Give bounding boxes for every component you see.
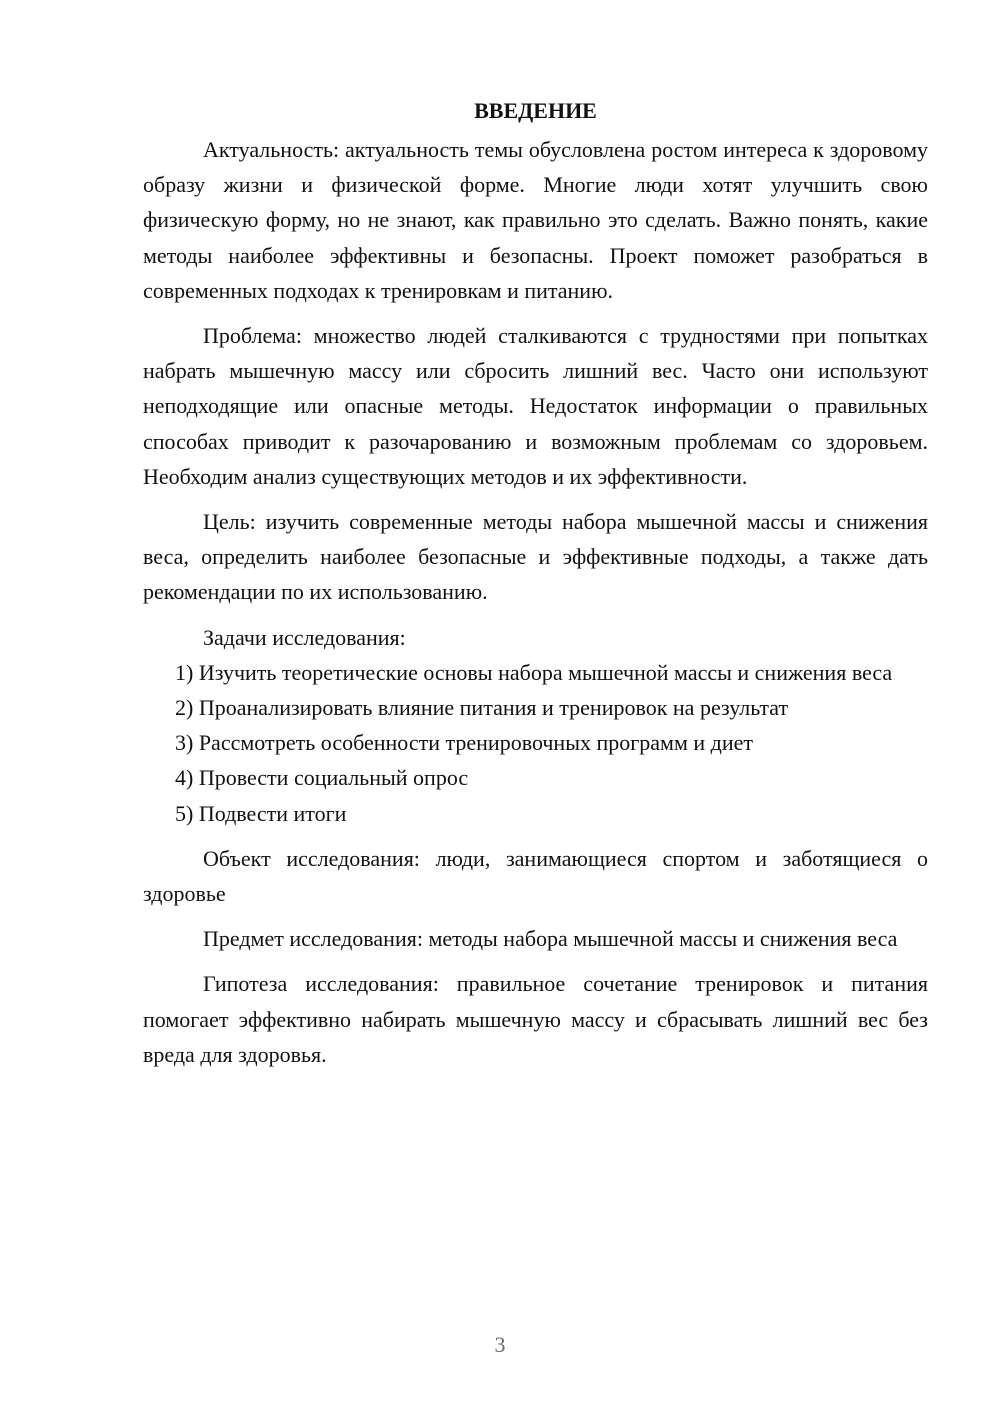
task-item-1: 1) Изучить теоретические основы набора мышечной массы и снижения веса [175,659,893,685]
page-title: ВВЕДЕНИЕ [474,98,597,123]
task-item-2: 2) Проанализировать влияние питания и тренировок на результат [175,695,789,721]
tasks-title: Задачи исследования: [203,624,406,650]
paragraph-hypothesis: Гипотеза исследования: правильное сочетание тренировок и питания помогает эффективно набирать мышечную массу и сбрасывать лишний вес без вреда для здоровья. [143,971,928,1067]
paragraph-problem: Проблема: множество людей сталкиваются с трудностями при попытках набрать мышечную массу или сбросить лишний вес. Часто они используют неподходящие или опасные методы. Недостаток информации о правильных способах приводит к разочарованию и возможным проблемам со здоровьем. Необходим анализ существующих методов и их эффективности. [143,323,928,489]
task-item-3: 3) Рассмотреть особенности тренировочных программ и диет [175,730,754,756]
paragraph-relevance: Актуальность: актуальность темы обусловлена ростом интереса к здоровому образу жизни и физической форме. Многие люди хотят улучшить свою физическую форму, но не знают, как правильно это сделать. Важно понять, какие методы наиболее эффективны и безопасны. Проект поможет разобраться в современных подходах к тренировкам и питанию. [143,137,928,303]
task-item-4: 4) Провести социальный опрос [175,765,469,791]
page-number: 3 [494,1332,506,1357]
document-page [143,94,928,1072]
paragraph-subject: Предмет исследования: методы набора мышечной массы и снижения веса [203,926,898,952]
paragraph-goal: Цель: изучить современные методы набора мышечной массы и снижения веса, определить наиболее безопасные и эффективные подходы, а также дать рекомендации по их использованию. [143,509,928,605]
task-item-5: 5) Подвести итоги [175,800,347,826]
paragraph-object: Объект исследования: люди, занимающиеся спортом и заботящиеся о здоровье [143,845,928,907]
